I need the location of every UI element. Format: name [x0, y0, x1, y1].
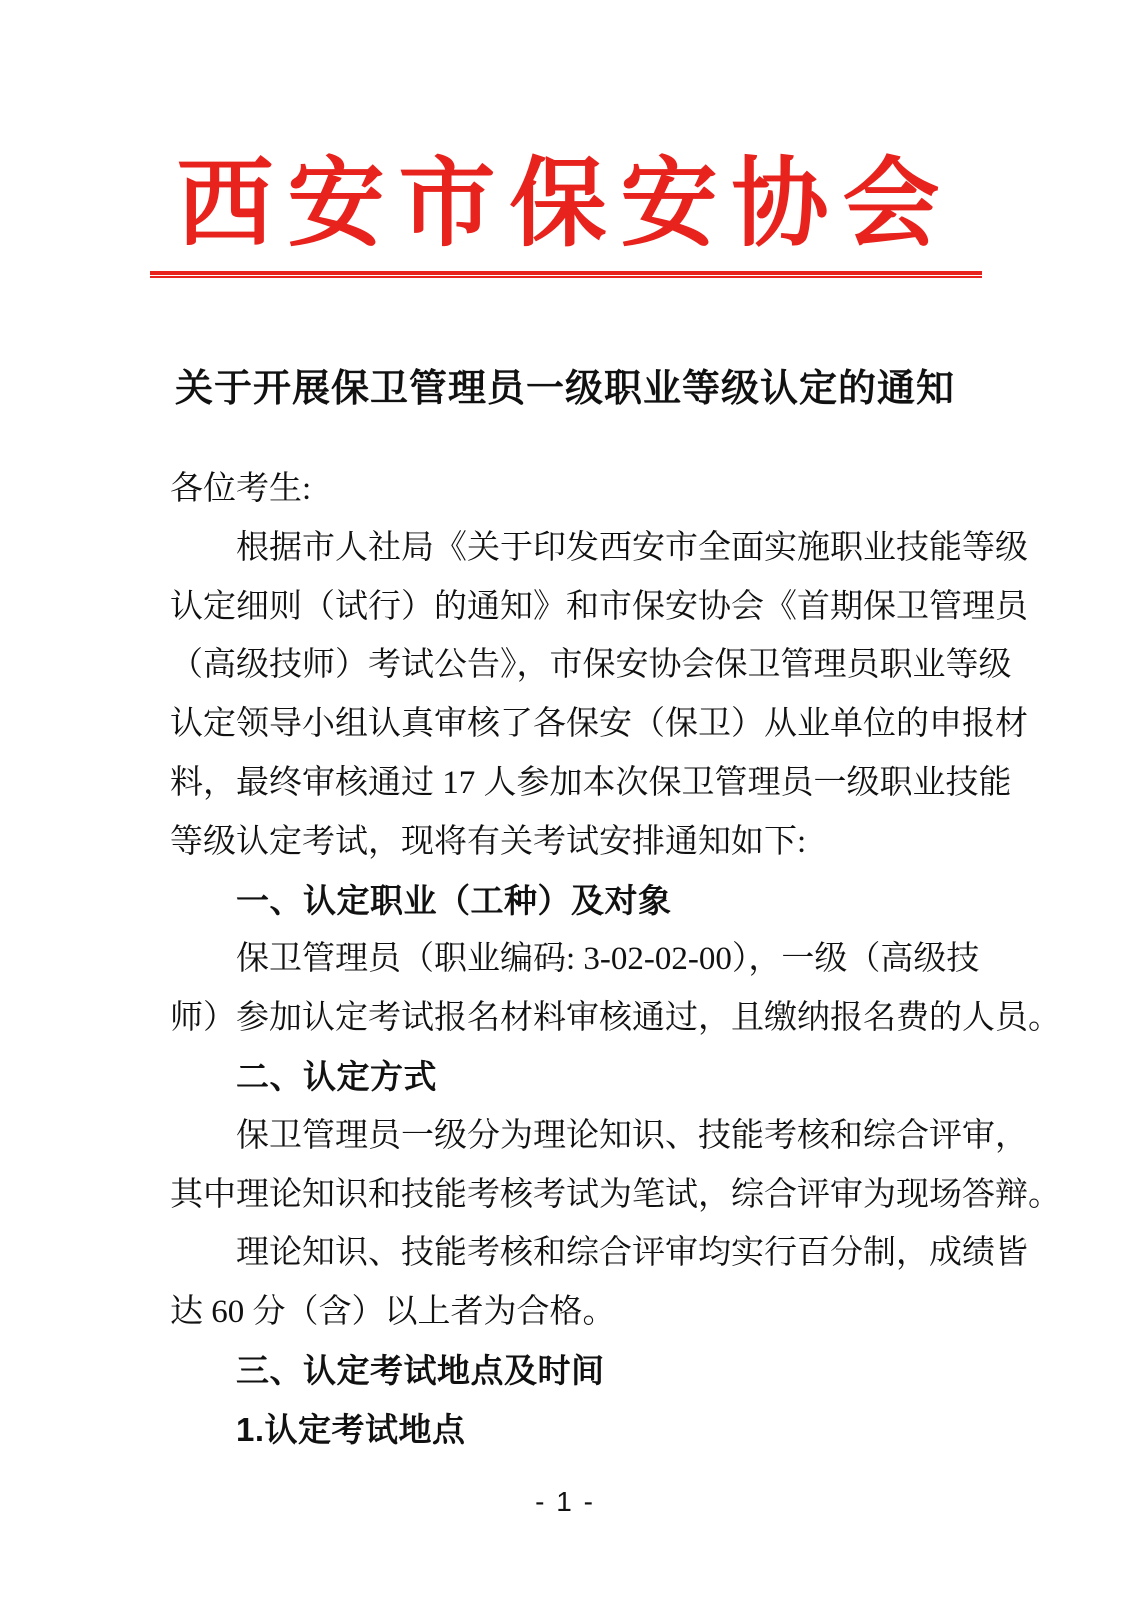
body-line: 料，最终审核通过 17 人参加本次保卫管理员一级职业技能	[170, 764, 1012, 801]
subsection-heading-1: 1.认定考试地点	[236, 1410, 466, 1448]
page-number: - 1 -	[535, 1486, 595, 1517]
body-line: 达 60 分（含）以上者为合格。	[170, 1294, 616, 1331]
letterhead-divider-rule	[150, 271, 982, 278]
section-heading-2: 二、认定方式	[236, 1057, 437, 1095]
document-body	[170, 460, 1061, 1460]
body-line: 保卫管理员一级分为理论知识、技能考核和综合评审，	[236, 1117, 1028, 1154]
letterhead-org-name: 西安市保安协会	[176, 151, 954, 258]
body-line: 认定领导小组认真审核了各保安（保卫）从业单位的申报材	[170, 706, 1028, 743]
body-line: 其中理论知识和技能考核考试为笔试，综合评审为现场答辩。	[170, 1176, 1061, 1213]
salutation-line: 各位考生:	[170, 471, 312, 507]
body-line: 理论知识、技能考核和综合评审均实行百分制，成绩皆	[236, 1235, 1028, 1272]
body-line: 等级认定考试，现将有关考试安排通知如下:	[170, 823, 807, 860]
body-line: 根据市人社局《关于印发西安市全面实施职业技能等级	[236, 529, 1028, 566]
section-heading-1: 一、认定职业（工种）及对象	[236, 881, 672, 919]
document-title: 关于开展保卫管理员一级职业等级认定的通知	[174, 368, 955, 410]
body-line: 认定细则（试行）的通知》和市保安协会《首期保卫管理员	[170, 588, 1028, 625]
section-heading-3: 三、认定考试地点及时间	[236, 1351, 605, 1389]
body-line: 师）参加认定考试报名材料审核通过，且缴纳报名费的人员。	[170, 1000, 1061, 1037]
body-line: （高级技师）考试公告》，市保安协会保卫管理员职业等级	[170, 647, 1012, 684]
body-line: 保卫管理员（职业编码: 3-02-02-00），一级（高级技	[236, 941, 980, 978]
